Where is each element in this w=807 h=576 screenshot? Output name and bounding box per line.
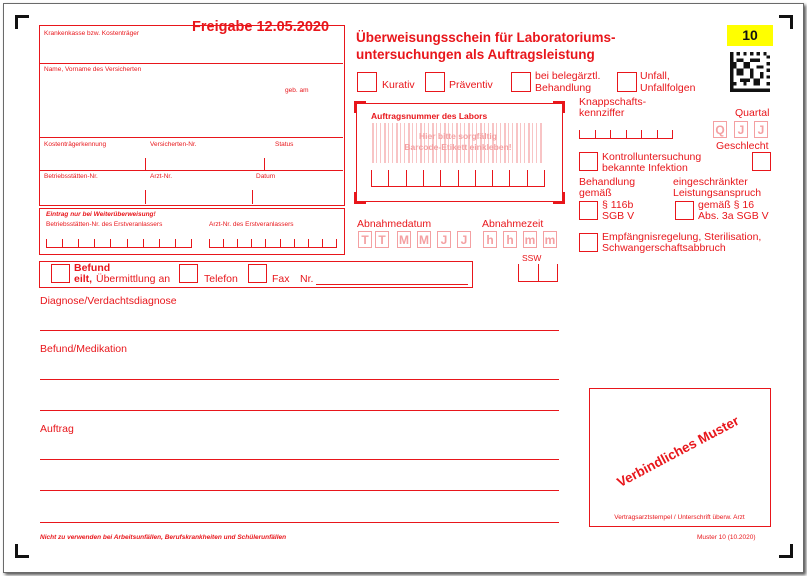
divider [252,190,253,204]
crop-mark-bottom-left [15,544,29,558]
befund-line[interactable] [40,410,559,411]
cell-divider [544,170,545,186]
cell-divider [251,239,252,247]
cell-divider [579,130,580,138]
auftrag-line[interactable] [40,490,559,491]
sgb16-checkbox[interactable] [675,201,694,220]
cell-divider [440,170,441,186]
crop-mark-top-left [15,15,29,29]
site-no-label: Betriebsstätten-Nr. [44,173,98,180]
abnahme-time-cell[interactable]: m [524,233,536,247]
cell-divider [388,170,389,186]
abnahme-date-cell[interactable]: J [437,231,451,248]
abnahme-date-cell[interactable]: T [375,231,389,248]
divider [40,63,343,64]
cell-divider [322,239,323,247]
entry-line [209,247,337,248]
cell-divider [509,170,510,186]
cell-divider [143,239,144,247]
entry-line [579,138,673,139]
form-title-line1: Überweisungsschein für Laboratoriums- [356,30,616,45]
cell-divider [557,264,558,281]
kurativ-label: Kurativ [382,79,415,91]
praeventiv-label: Präventiv [449,79,493,91]
cell-divider [458,170,459,186]
abnahme-time-cell[interactable]: h [483,231,497,248]
divider [145,190,146,204]
knappschaft-label-line1: Knappschafts- [579,96,647,108]
date-label: Datum [256,173,276,180]
entry-line [371,186,545,187]
abnahme-date-cell[interactable]: T [358,231,372,248]
forwarding-doctor-label: Arzt-Nr. des Erstveranlassers [209,221,294,228]
forwarding-site-label: Betriebsstätten-Nr. des Erstveranlassers [46,221,163,228]
cell-divider [538,264,539,281]
geschlecht-label: Geschlecht [716,140,769,152]
cell-divider [191,239,192,247]
name-label: Name, Vorname des Versicherten [44,66,142,73]
unfall-label-line1: Unfall, [640,70,670,82]
divider [40,170,343,171]
auftrag-line[interactable] [40,522,559,523]
cell-divider [78,239,79,247]
urgent-befund-label: Befund [74,262,111,274]
belegarzt-checkbox[interactable] [511,72,531,92]
forwarding-heading: Eintrag nur bei Weiterüberweisung! [46,211,156,218]
ssw-cells[interactable] [518,264,558,281]
praeventiv-checkbox[interactable] [425,72,445,92]
cell-divider [159,239,160,247]
entry-line [46,247,192,248]
behandlung-label-line2: gemäß [579,187,612,199]
behandlung-label-line1: Behandlung [579,176,636,188]
abnahme-date-cell[interactable]: M [419,233,429,247]
corner-bracket [553,192,565,204]
belegarzt-label-line1: bei belegärztl. [535,70,601,82]
infection-checkbox[interactable] [579,152,598,171]
cell-divider [672,130,673,138]
cell-divider [110,239,111,247]
crop-mark-top-right [779,15,793,29]
cell-divider [641,130,642,138]
ssw-label: SSW [522,253,542,263]
kurativ-checkbox[interactable] [357,72,377,92]
cell-divider [127,239,128,247]
sgb16-label-line1: gemäß § 16 [698,199,755,211]
cell-divider [527,170,528,186]
cell-divider [423,170,424,186]
footer-disclaimer: Nicht zu verwenden bei Arbeitsunfällen, Berufskrankheiten und Schülerunfällen [40,534,287,541]
stamp-caption: Vertragsarztstempel / Unterschrift überw. Arzt [614,514,745,521]
infection-label-line1: Kontrolluntersuchung [602,151,702,163]
quartal-cell[interactable]: J [734,121,748,138]
cell-divider [626,130,627,138]
forwarding-doctor-cells[interactable] [209,232,337,247]
datamatrix-code [730,52,770,92]
forwarding-site-cells[interactable] [46,232,192,247]
lab-order-cells[interactable] [371,168,545,186]
corner-bracket [354,101,366,113]
cell-divider [237,239,238,247]
quartal-cell[interactable]: Q [713,121,727,138]
cell-divider [265,239,266,247]
empfaengnis-label-line1: Empfängnisregelung, Sterilisation, [602,231,762,243]
corner-bracket [553,101,565,113]
belegarzt-label-line2: Behandlung [535,82,592,94]
urgent-eilt-label: eilt, [74,273,93,285]
transmission-label: Übermittlung an [96,273,171,285]
cell-divider [492,170,493,186]
empfaengnis-checkbox[interactable] [579,233,598,252]
sgb116-checkbox[interactable] [579,201,598,220]
release-date: Freigabe 12.05.2020 [192,19,330,35]
abnahme-date-cell[interactable]: M [399,233,409,247]
insured-no-label: Versicherten-Nr. [150,141,197,148]
cell-divider [371,170,372,186]
cell-divider [657,130,658,138]
geschlecht-checkbox[interactable] [752,152,771,171]
befund-label: Befund/Medikation [40,343,127,355]
cell-divider [209,239,210,247]
birth-label: geb. am [285,87,309,94]
crop-mark-bottom-right [779,544,793,558]
abnahme-time-cell[interactable]: h [503,231,517,248]
cell-divider [175,239,176,247]
cell-divider [308,239,309,247]
quartal-label: Quartal [735,107,770,119]
diagnose-line[interactable] [40,330,559,331]
knappschaft-label-line2: kennziffer [579,107,625,119]
auftrag-line[interactable] [40,459,559,460]
urgent-checkbox[interactable] [51,264,70,283]
sample-watermark: Verbindliches Muster [614,413,742,491]
unfall-label-line2: Unfallfolgen [640,82,696,94]
cell-divider [294,239,295,247]
entry-line [518,281,558,282]
cell-divider [336,239,337,247]
form-version: Muster 10 (10.2020) [697,534,756,541]
doctor-no-label: Arzt-Nr. [150,173,173,180]
fax-checkbox[interactable] [248,264,267,283]
cell-divider [406,170,407,186]
empfaengnis-label-line2: Schwangerschaftsabbruch [602,242,726,254]
barcode-hint-line2: Barcode-Etikett einkleben! [404,142,512,152]
auftrag-label: Auftrag [40,423,74,435]
lab-order-heading: Auftragsnummer des Labors [371,111,488,121]
cell-divider [518,264,519,281]
corner-bracket [354,192,366,204]
cell-divider [46,239,47,247]
insurer-label: Krankenkasse bzw. Kostenträger [44,30,140,37]
phone-checkbox[interactable] [179,264,198,283]
abnahmezeit-label: Abnahmezeit [482,218,544,230]
cell-divider [223,239,224,247]
cell-divider [610,130,611,138]
cell-divider [595,130,596,138]
phone-label: Telefon [204,273,238,285]
sgb116-label-line2: SGB V [602,210,635,222]
infection-label-line2: bekannte Infektion [602,162,688,174]
barcode-hint-line1: Hier bitte sorgfältig [419,131,497,141]
divider [40,137,343,138]
fax-nr-label: Nr. [300,273,314,285]
cell-divider [475,170,476,186]
befund-line[interactable] [40,379,559,380]
unfall-checkbox[interactable] [617,72,637,92]
abnahme-time-cell[interactable]: m [544,233,556,247]
fax-label: Fax [272,273,290,285]
sgb116-label-line1: § 116b [602,199,634,211]
limited-label-line1: eingeschränkter [673,176,748,188]
diagnose-label: Diagnose/Verdachtsdiagnose [40,295,177,307]
cell-divider [62,239,63,247]
sgb16-label-line2: Abs. 3a SGB V [698,210,769,222]
knappschaft-cells[interactable] [579,122,673,138]
status-label: Status [275,141,294,148]
abnahme-date-cell[interactable]: J [457,231,471,248]
form-number-badge: 10 [727,25,773,46]
cell-divider [94,239,95,247]
quartal-cell[interactable]: J [754,121,768,138]
insurer-id-label: Kostenträgerkennung [44,141,107,148]
cell-divider [280,239,281,247]
form-title-line2: untersuchungen als Auftragsleistung [356,47,595,62]
fax-number-field[interactable] [316,284,468,285]
limited-label-line2: Leistungsanspruch [673,187,762,199]
abnahmedatum-label: Abnahmedatum [357,218,432,230]
